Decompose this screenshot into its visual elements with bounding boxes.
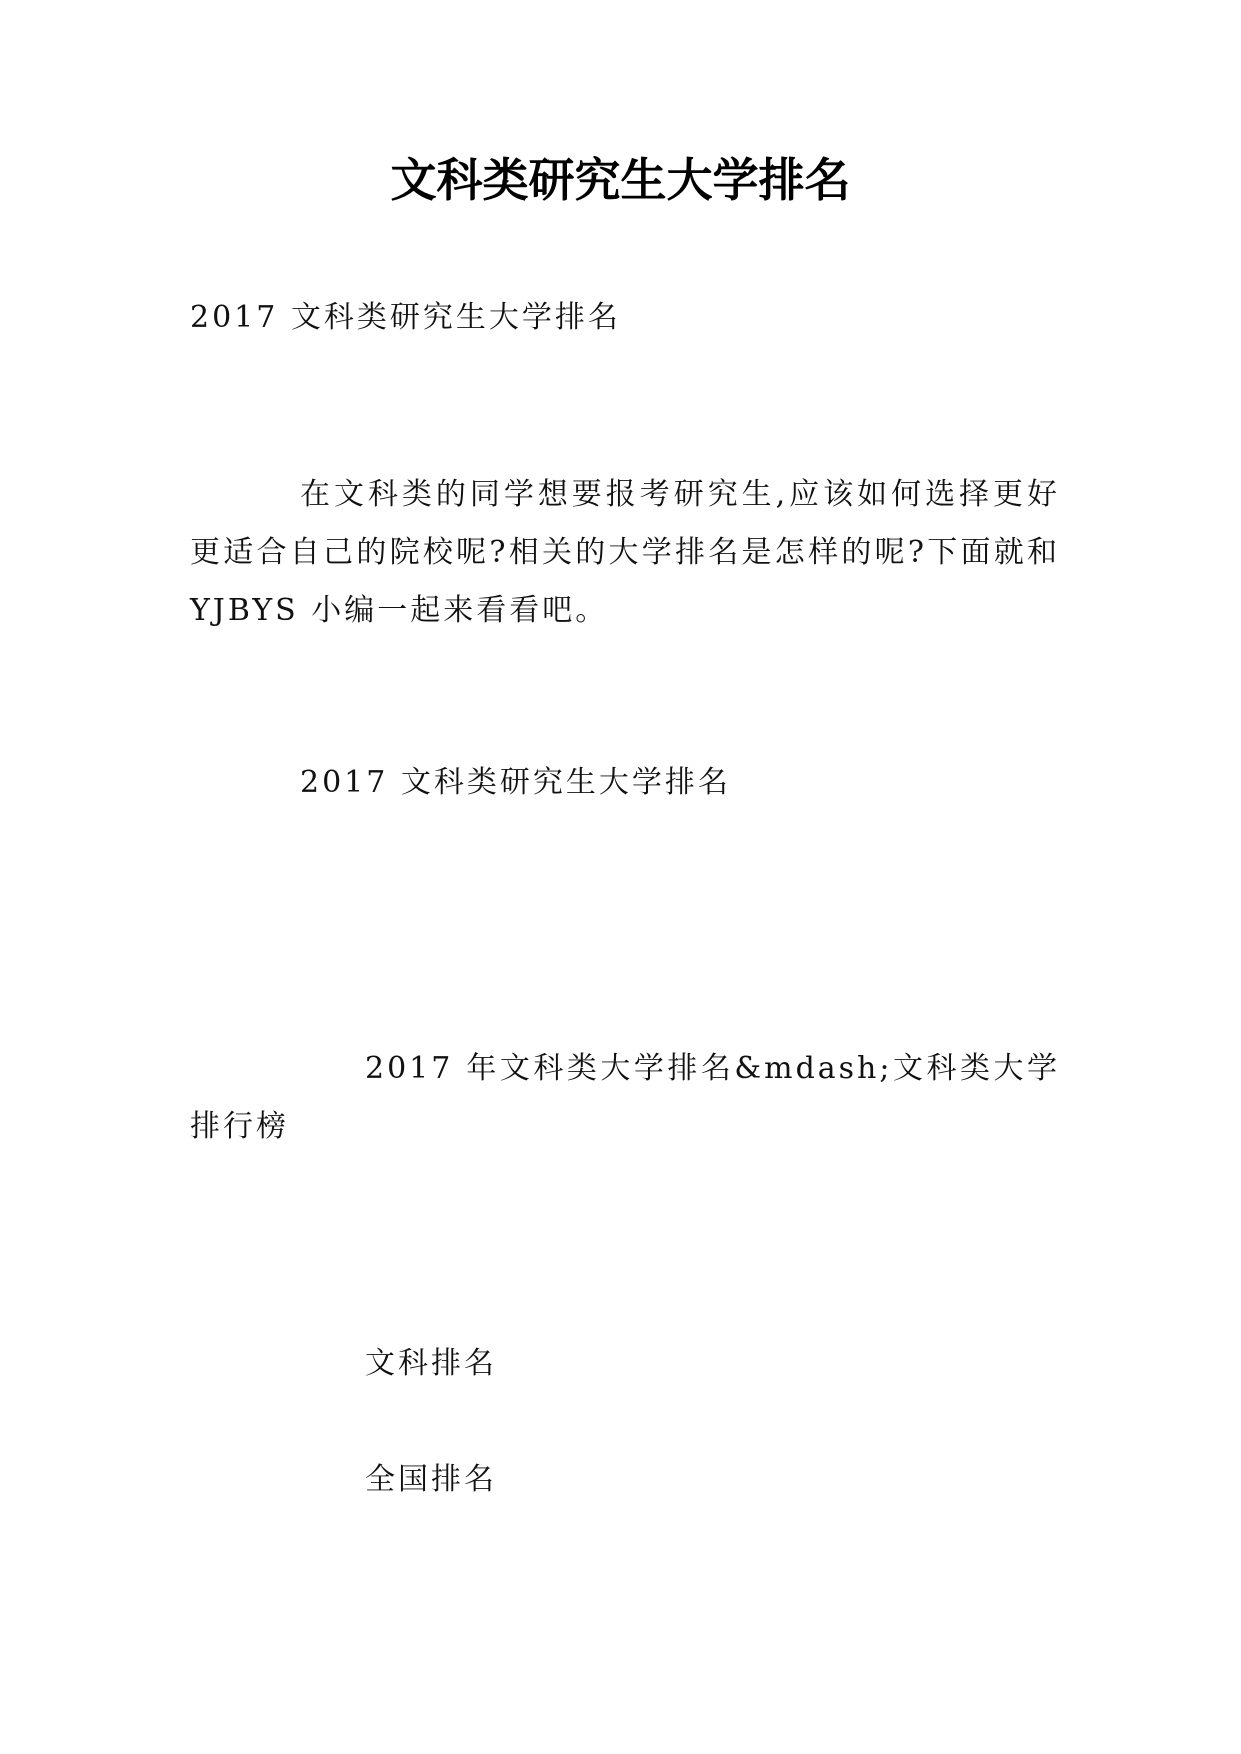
table-header-national-rank: 全国排名 — [365, 1462, 497, 1497]
table-header-wenke-rank: 文科排名 — [365, 1346, 497, 1381]
document-title: 文科类研究生大学排名 — [390, 153, 851, 207]
intro-paragraph: 在文科类的同学想要报考研究生,应该如何选择更好更适合自己的院校呢?相关的大学排名是怎样的呢?下面就和 YJBYS 小编一起来看看吧。 — [190, 477, 1060, 628]
section-heading: 2017 文科类研究生大学排名 — [300, 765, 731, 800]
table-caption: 2017 年文科类大学排名&mdash;文科类大学排行榜 — [190, 1051, 1060, 1144]
document-subtitle: 2017 文科类研究生大学排名 — [190, 300, 621, 335]
